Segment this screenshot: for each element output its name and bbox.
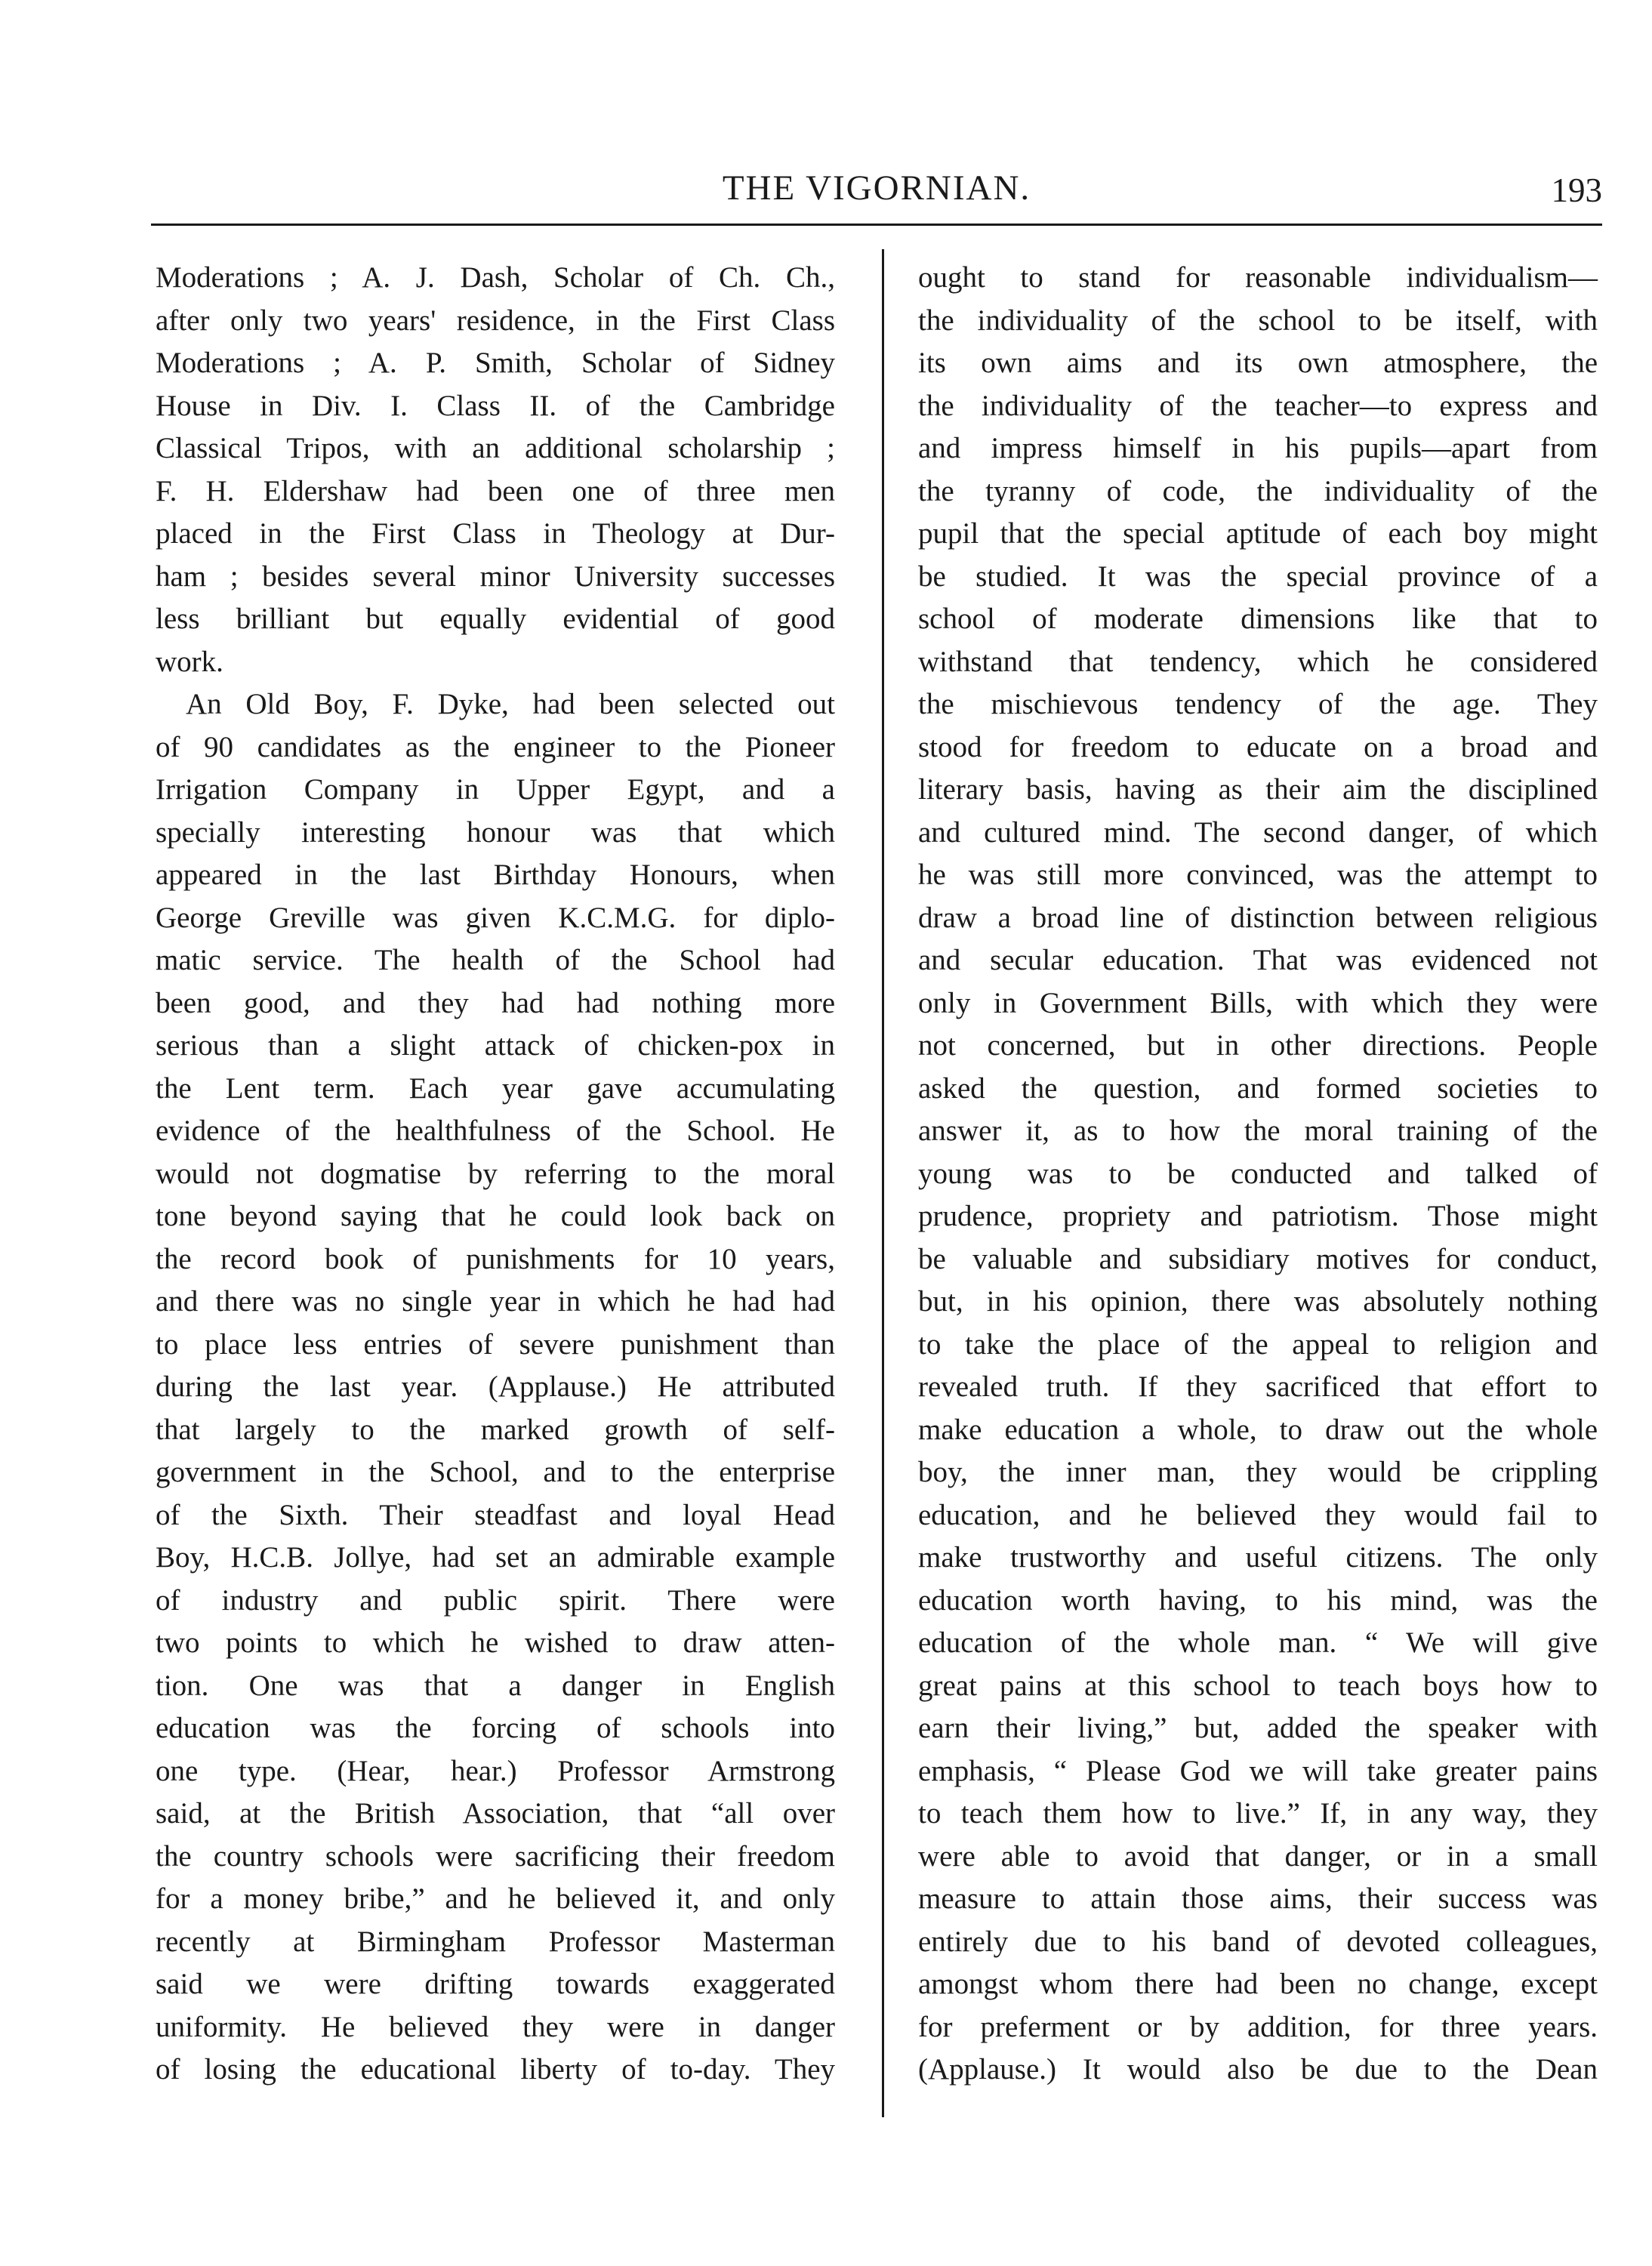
text-line: for a money bribe,” and he believed it, and only <box>156 1882 835 1915</box>
text-line: ought to stand for reasonable individualism— <box>918 261 1598 294</box>
text-line: withstand that tendency, which he considered <box>918 645 1598 678</box>
text-line: make education a whole, to draw out the whole <box>918 1413 1598 1446</box>
text-line: literary basis, having as their aim the disciplined <box>918 773 1598 806</box>
journal-title: THE VIGORNIAN. <box>722 168 1031 208</box>
text-line: matic service. The health of the School had <box>156 944 835 976</box>
text-line: not concerned, but in other directions. People <box>918 1029 1598 1062</box>
text-line: prudence, propriety and patriotism. Those might <box>918 1200 1598 1232</box>
text-line: Irrigation Company in Upper Egypt, and a <box>156 773 835 806</box>
column-divider <box>882 249 884 2117</box>
text-line: asked the question, and formed societies to <box>918 1071 1598 1105</box>
text-line: school of moderate dimensions like that to <box>918 603 1598 635</box>
text-line: emphasis, “ Please God we will take greater pains <box>918 1754 1598 1787</box>
text-line: the Lent term. Each year gave accumulating <box>156 1071 835 1105</box>
text-line: An Old Boy, F. Dyke, had been selected out <box>186 688 835 720</box>
text-line: young was to be conducted and talked of <box>918 1157 1598 1190</box>
text-line: the individuality of the teacher—to express and <box>918 389 1598 422</box>
text-line: work. <box>156 645 223 678</box>
text-line: House in Div. I. Class II. of the Cambridge <box>156 389 835 422</box>
text-line: appeared in the last Birthday Honours, when <box>156 859 835 891</box>
text-line: and there was no single year in which he had had <box>156 1285 835 1318</box>
text-line: its own aims and its own atmosphere, the <box>918 347 1598 379</box>
text-line: entirely due to his band of devoted colleagues, <box>918 1925 1598 1958</box>
text-line: said, at the British Association, that “all over <box>156 1797 835 1830</box>
text-line: of industry and public spirit. There were <box>156 1583 835 1617</box>
text-line: to place less entries of severe punishment than <box>156 1327 835 1361</box>
text-line: revealed truth. If they sacrificed that effort to <box>918 1370 1598 1403</box>
text-line: and cultured mind. The second danger, of which <box>918 815 1598 849</box>
text-line: earn their living,” but, added the speaker with <box>918 1712 1598 1744</box>
text-line: (Applause.) It would also be due to the Dean <box>918 2053 1598 2086</box>
text-line: uniformity. He believed they were in danger <box>156 2010 835 2043</box>
text-line: for preferment or by addition, for three years. <box>918 2010 1598 2043</box>
text-line: were able to avoid that danger, or in a small <box>918 1839 1598 1873</box>
text-line: but, in his opinion, there was absolutely nothing <box>918 1285 1598 1318</box>
text-line: the country schools were sacrificing their freedom <box>156 1839 835 1873</box>
text-line: pupil that the special aptitude of each boy might <box>918 517 1598 550</box>
text-line: education of the whole man. “ We will give <box>918 1626 1598 1659</box>
text-line: he was still more convinced, was the attempt to <box>918 859 1598 891</box>
text-line: education was the forcing of schools into <box>156 1712 835 1744</box>
text-line: tone beyond saying that he could look back on <box>156 1200 835 1232</box>
text-line: to take the place of the appeal to religion and <box>918 1327 1598 1361</box>
text-line: that largely to the marked growth of self- <box>156 1413 835 1446</box>
text-line: said we were drifting towards exaggerated <box>156 1968 835 2000</box>
text-line: draw a broad line of distinction between religious <box>918 901 1598 934</box>
text-line: boy, the inner man, they would be crippling <box>918 1456 1598 1488</box>
text-line: the individuality of the school to be itself, with <box>918 304 1598 337</box>
text-line: tion. One was that a danger in English <box>156 1669 835 1702</box>
right-column <box>918 257 1598 2092</box>
text-line: of 90 candidates as the engineer to the Pioneer <box>156 730 835 763</box>
text-line: ham ; besides several minor University successes <box>156 560 835 593</box>
text-line: the record book of punishments for 10 years, <box>156 1242 835 1275</box>
text-line: be studied. It was the special province of a <box>918 560 1598 593</box>
text-line: evidence of the healthfulness of the School. He <box>156 1115 835 1147</box>
text-line: after only two years' residence, in the First Class <box>156 304 835 337</box>
text-line: the mischievous tendency of the age. They <box>918 688 1598 720</box>
text-line: two points to which he wished to draw atten- <box>156 1626 835 1659</box>
text-line: specially interesting honour was that which <box>156 815 835 849</box>
text-line: only in Government Bills, with which they were <box>918 986 1598 1019</box>
text-line: of losing the educational liberty of to-day. They <box>156 2053 835 2086</box>
text-line: and impress himself in his pupils—apart from <box>918 432 1598 464</box>
text-line: recently at Birmingham Professor Masterman <box>156 1925 835 1958</box>
text-line: been good, and they had had nothing more <box>156 986 835 1019</box>
running-header <box>151 168 1602 222</box>
text-line: be valuable and subsidiary motives for conduct, <box>918 1242 1598 1275</box>
text-line: serious than a slight attack of chicken-pox in <box>156 1029 835 1062</box>
text-line: George Greville was given K.C.M.G. for diplo- <box>156 901 835 934</box>
text-line: would not dogmatise by referring to the moral <box>156 1157 835 1190</box>
text-line: less brilliant but equally evidential of good <box>156 603 835 635</box>
text-line: education, and he believed they would fail to <box>918 1498 1598 1531</box>
text-line: F. H. Eldershaw had been one of three men <box>156 474 835 507</box>
text-line: Moderations ; A. J. Dash, Scholar of Ch. Ch., <box>156 261 835 294</box>
text-line: to teach them how to live.” If, in any way, they <box>918 1797 1598 1830</box>
left-column <box>156 257 835 2092</box>
text-line: measure to attain those aims, their success was <box>918 1882 1598 1915</box>
text-line: Classical Tripos, with an additional scholarship ; <box>156 432 835 464</box>
text-line: answer it, as to how the moral training of the <box>918 1115 1598 1147</box>
text-line: make trustworthy and useful citizens. The only <box>918 1541 1598 1574</box>
text-line: education worth having, to his mind, was the <box>918 1583 1598 1617</box>
text-line: great pains at this school to teach boys how to <box>918 1669 1598 1702</box>
text-line: stood for freedom to educate on a broad and <box>918 730 1598 763</box>
text-line: during the last year. (Applause.) He attributed <box>156 1370 835 1403</box>
text-line: Moderations ; A. P. Smith, Scholar of Sidney <box>156 347 835 379</box>
text-line: government in the School, and to the enterprise <box>156 1456 835 1488</box>
page-number: 193 <box>1551 171 1602 209</box>
text-line: and secular education. That was evidenced not <box>918 944 1598 976</box>
text-line: Boy, H.C.B. Jollye, had set an admirable example <box>156 1541 835 1574</box>
text-line: placed in the First Class in Theology at Dur- <box>156 517 835 550</box>
header-rule <box>151 224 1602 226</box>
text-line: amongst whom there had been no change, except <box>918 1968 1598 2000</box>
text-line: the tyranny of code, the individuality of the <box>918 474 1598 507</box>
text-line: of the Sixth. Their steadfast and loyal Head <box>156 1498 835 1531</box>
text-line: one type. (Hear, hear.) Professor Armstrong <box>156 1754 835 1787</box>
